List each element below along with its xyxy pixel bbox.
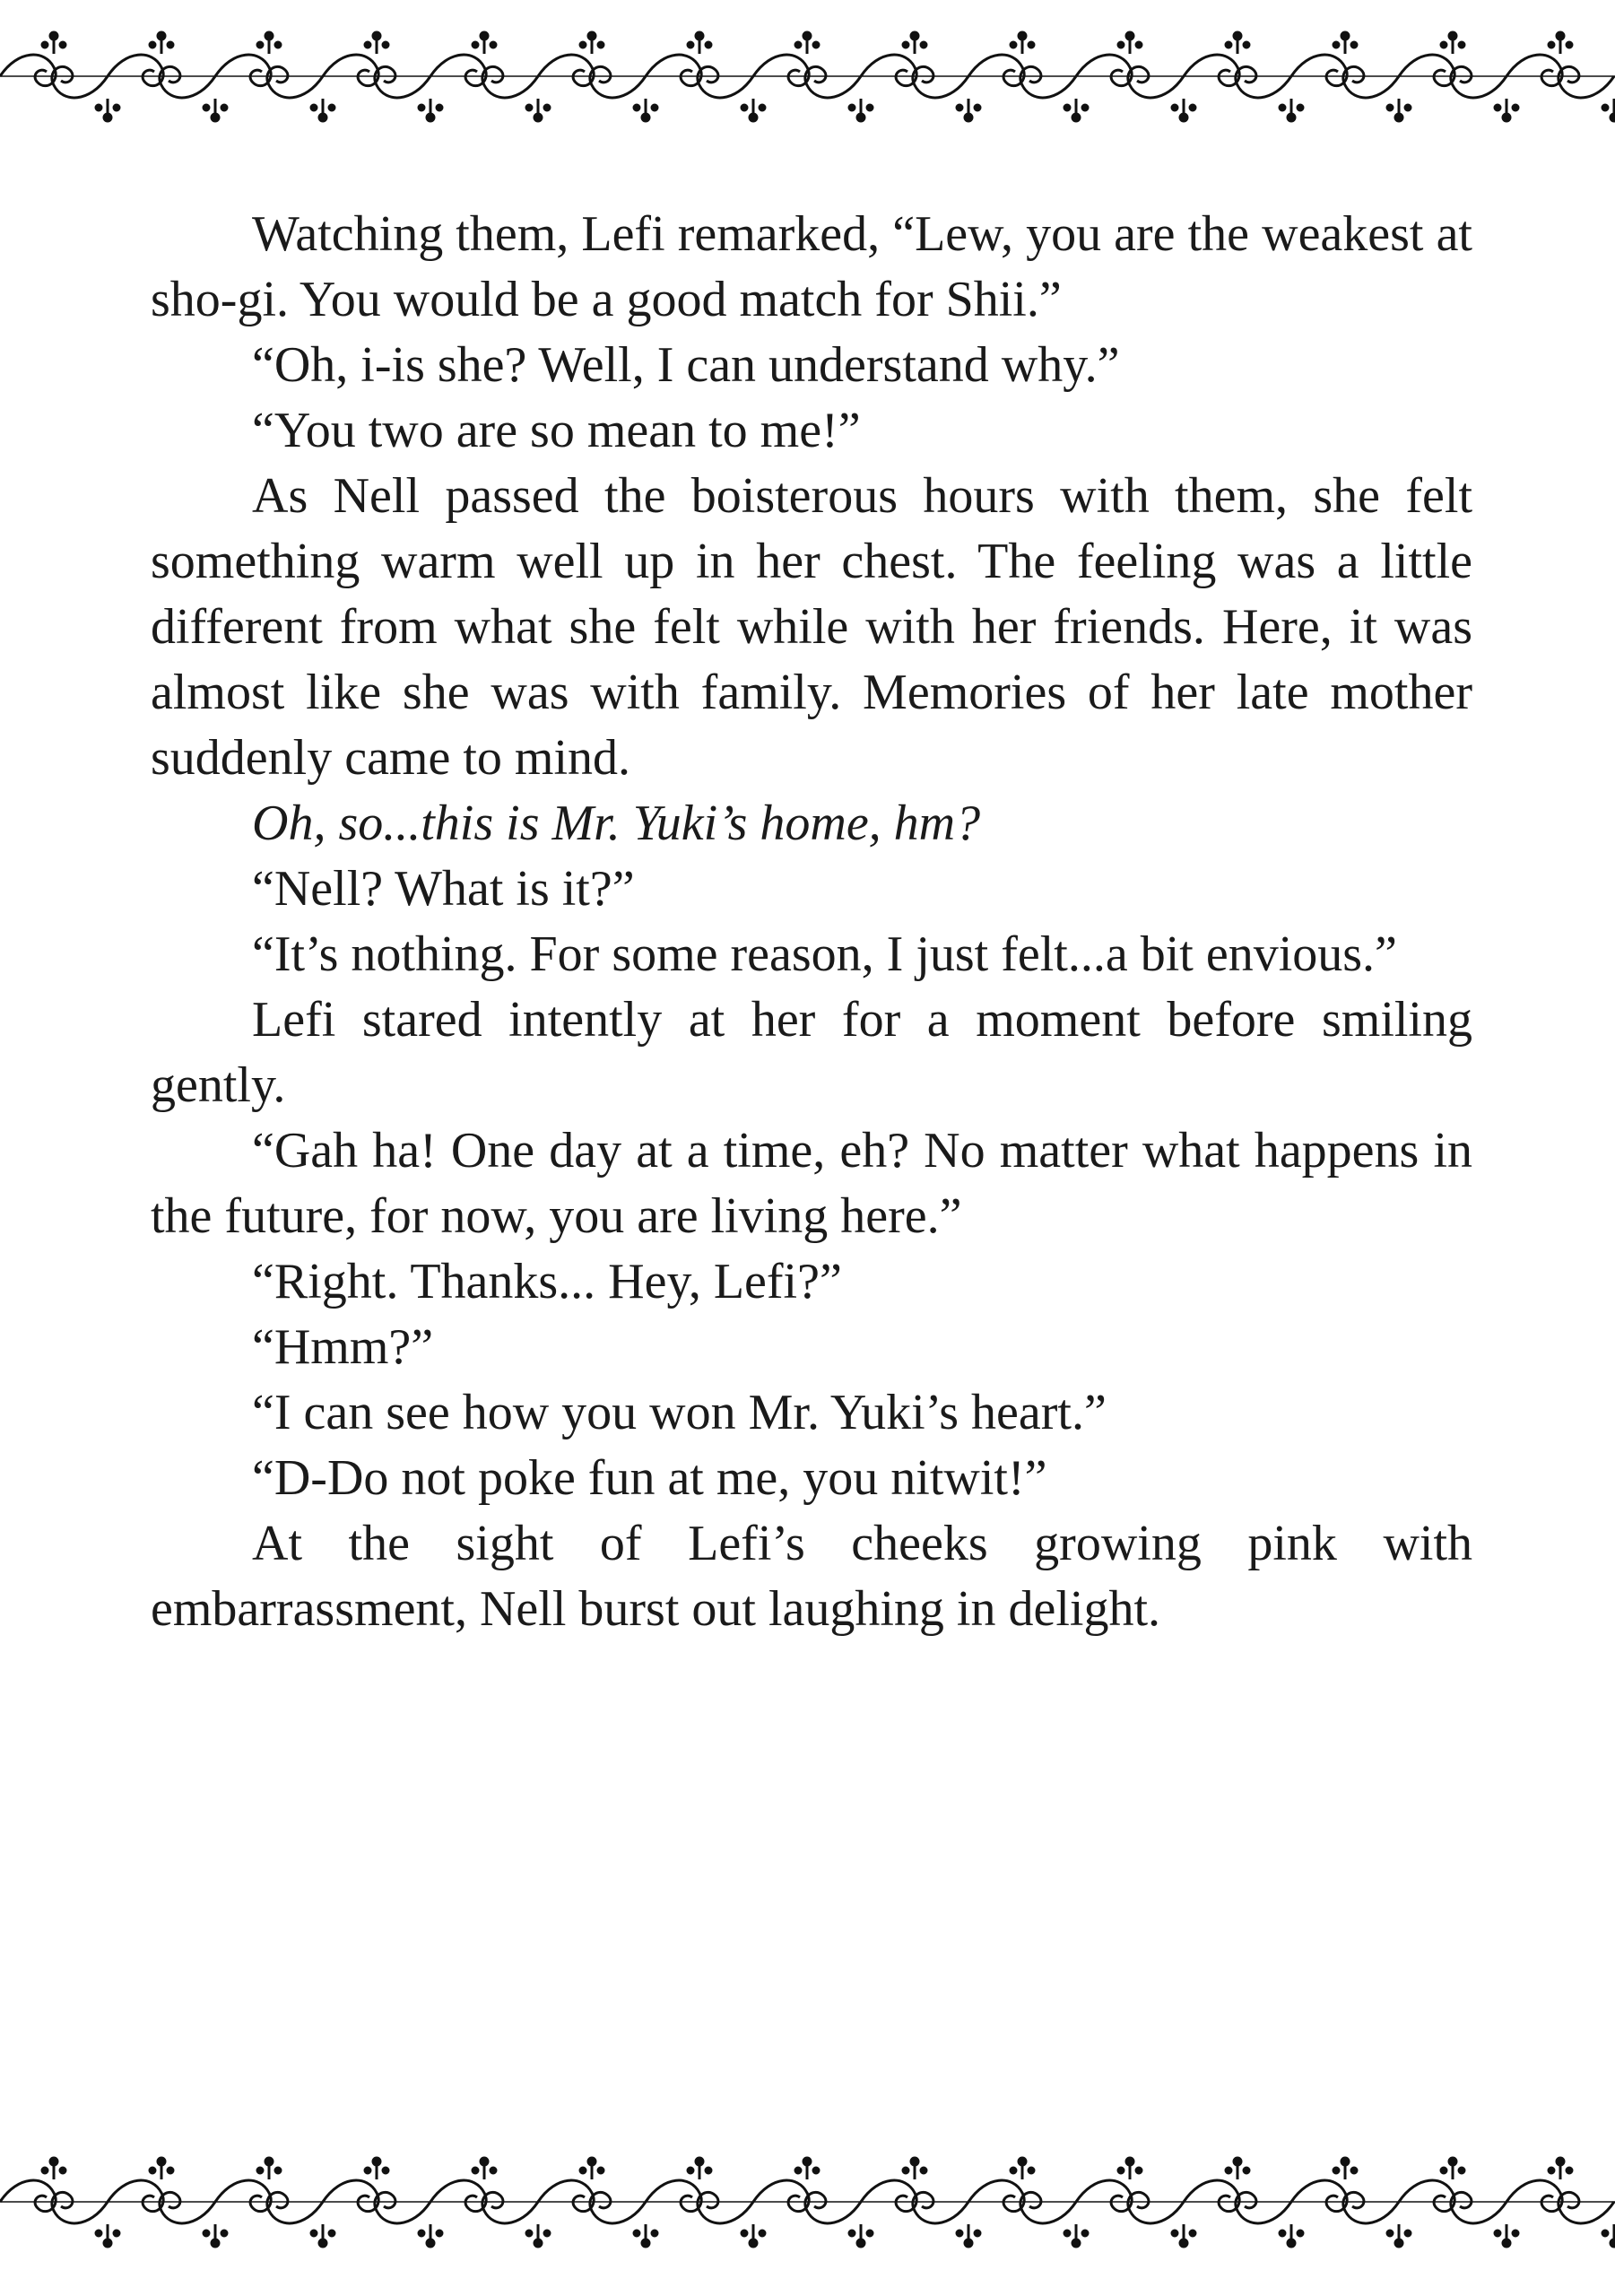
- paragraph-12: “I can see how you won Mr. Yuki’s heart.”: [252, 1385, 1107, 1440]
- ornament-border-icon: [0, 2152, 1615, 2251]
- bottom-ornamental-border: [0, 2152, 1615, 2251]
- paragraph-10: “Right. Thanks... Hey, Lefi?”: [252, 1254, 842, 1309]
- paragraph-7: “It’s nothing. For some reason, I just felt...a bit envious.”: [252, 926, 1397, 982]
- paragraph-4: As Nell passed the boisterous hours with them, she felt something warm well up in her chest. The feeling was a little different from what she felt while with her friends. Here, it was almost like she was with family. Memories of her late mother suddenly came to mind.: [151, 468, 1472, 786]
- page-body-text: [151, 202, 1472, 1642]
- top-ornamental-border: [0, 27, 1615, 126]
- paragraph-6: “Nell? What is it?”: [252, 861, 635, 917]
- ornament-border-icon: [0, 27, 1615, 126]
- paragraph-3: “You two are so mean to me!”: [252, 403, 861, 458]
- paragraph-11: “Hmm?”: [252, 1319, 434, 1375]
- paragraph-9: “Gah ha! One day at a time, eh? No matter what happens in the future, for now, you are living here.”: [151, 1123, 1472, 1244]
- paragraph-5-thought: Oh, so...this is Mr. Yuki’s home, hm?: [252, 796, 981, 851]
- paragraph-1: Watching them, Lefi remarked, “Lew, you are the weakest at sho-gi. You would be a good match for Shii.”: [151, 206, 1472, 327]
- paragraph-13: “D-Do not poke fun at me, you nitwit!”: [252, 1450, 1047, 1506]
- paragraph-8: Lefi stared intently at her for a moment before smiling gently.: [151, 992, 1472, 1113]
- paragraph-14: At the sight of Lefi’s cheeks growing pink with embarrassment, Nell burst out laughing in delight.: [151, 1516, 1472, 1637]
- paragraph-2: “Oh, i-is she? Well, I can understand why.”: [252, 337, 1120, 393]
